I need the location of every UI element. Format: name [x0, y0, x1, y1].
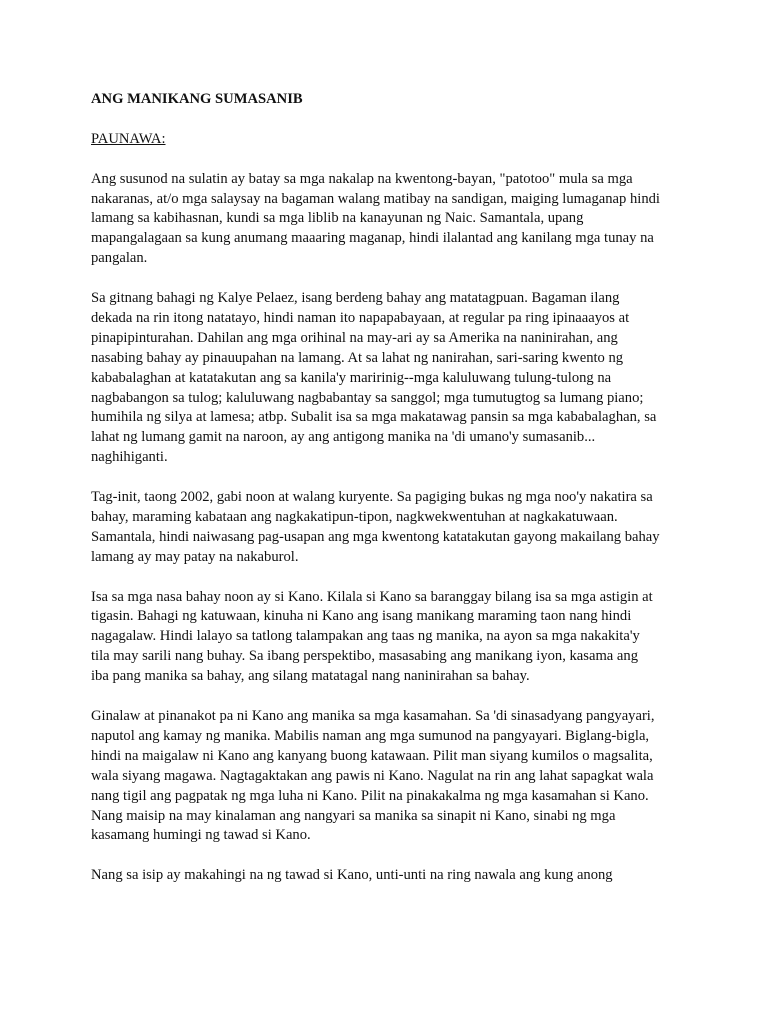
document-page: [91, 90, 691, 906]
text-line: naputol ang kamay ng manika. Mabilis naman ang mga sumunod na pangyayari. Biglang-bigla,: [91, 727, 650, 744]
text-line: nang tigil ang pagpatak ng mga luha ni Kano. Pilit na pinakakalma ng mga kasamahan si Kano.: [91, 787, 649, 804]
text-line: bahay, maraming kabataan ang nagkakatipun-tipon, nagkwekwentuhan at nagkakatuwaan.: [91, 508, 618, 525]
text-line: Isa sa mga nasa bahay noon ay si Kano. Kilala si Kano sa baranggay bilang isa sa mga astigin at: [91, 588, 653, 605]
text-line: mapangalagaan sa kung anumang maaaring maganap, hindi ilalantad ang kanilang mga tunay na: [91, 230, 654, 247]
text-line: Samantala, hindi naiwasang pag-usapan ang mga kwentong katatakutan gayong makailang bahay: [91, 528, 660, 545]
text-line: lamang ay may patay na nakaburol.: [91, 548, 299, 565]
text-line: nagbabangon sa tulog; kaluluwang nagbabantay sa sanggol; mga tumutugtog sa lumang piano;: [91, 389, 644, 406]
paragraph: [91, 866, 691, 886]
text-line: iba pang manika sa bahay, ang silang matatagal nang naninirahan sa bahay.: [91, 668, 530, 685]
text-line: kasamang humingi ng tawad si Kano.: [91, 827, 311, 844]
text-line: nasabing bahay ay pinauupahan na lamang. At sa lahat ng nanirahan, sari-saring kwento ng: [91, 349, 624, 366]
text-line: lamang sa kabihasnan, kundi sa mga liblib na kanayunan ng Naic. Samantala, upang: [91, 210, 584, 227]
text-line: pinapipinturahan. Dahilan ang mga orihinal na may-ari ay sa Amerika na naninirahan, ang: [91, 329, 618, 346]
text-line: nagagalaw. Hindi lalayo sa tatlong talampakan ang taas ng manika, na ayon sa mga nakakita'y: [91, 628, 640, 645]
text-line: Ginalaw at pinanakot pa ni Kano ang manika sa mga kasamahan. Sa 'di sinasadyang pangyayari,: [91, 708, 655, 724]
text-line: dekada na rin itong natatayo, hindi naman ito napapabayaan, at regular pa ring ipinaaayos at: [91, 309, 630, 326]
paragraph: [91, 588, 691, 688]
text-line: tigasin. Bahagi ng katuwaan, kinuha ni Kano ang isang manikang maraming taon nang hindi: [91, 608, 632, 625]
text-line: hindi na maigalaw ni Kano ang kanyang buong katawaan. Pilit man siyang kumilos o magsalita,: [91, 747, 653, 764]
text-line: humihila ng silya at lamesa; atbp. Subalit isa sa mga makatawag pansin sa mga kababalaghan, sa: [91, 409, 657, 426]
text-line: wala siyang magawa. Nagtagaktakan ang pawis ni Kano. Nagulat na rin ang lahat sapagkat wala: [91, 767, 654, 784]
text-line: naghihiganti.: [91, 449, 168, 466]
text-line: Ang susunod na sulatin ay batay sa mga nakalap na kwentong-bayan, "patotoo" mula sa mga: [91, 170, 633, 187]
paragraph: [91, 488, 691, 568]
text-line: pangalan.: [91, 250, 148, 267]
text-line: Nang maisip na may kinalaman ang nangyari sa manika sa sinapit ni Kano, sinabi ng mga: [91, 807, 616, 824]
text-line: Tag-init, taong 2002, gabi noon at walang kuryente. Sa pagiging bukas ng mga noo'y nakatira sa: [91, 489, 653, 506]
document-title: ANG MANIKANG SUMASANIB: [91, 91, 303, 107]
paragraph: [91, 289, 691, 468]
notice-heading: PAUNAWA:: [91, 130, 166, 147]
document-body: [91, 170, 691, 887]
text-line: tila may sarili nang buhay. Sa ibang perspektibo, masasabing ang manikang iyon, kasama ang: [91, 648, 638, 665]
text-line: kababalaghan at katatakutan ang sa kanila'y maririnig--mga kaluluwang tulung-tulong na: [91, 369, 612, 386]
text-line: Sa gitnang bahagi ng Kalye Pelaez, isang berdeng bahay ang matatagpuan. Bagaman ilang: [91, 290, 620, 307]
text-line: nakaranas, at/o mga salaysay na bagaman walang matibay na sandigan, maiging lumaganap hindi: [91, 190, 660, 207]
text-line: lahat ng lumang gamit na naroon, ay ang antigong manika na 'di umano'y sumasanib...: [91, 429, 596, 446]
paragraph: [91, 170, 691, 270]
text-line: Nang sa isip ay makahingi na ng tawad si Kano, unti-unti na ring nawala ang kung anong: [91, 867, 613, 884]
paragraph: [91, 707, 691, 846]
